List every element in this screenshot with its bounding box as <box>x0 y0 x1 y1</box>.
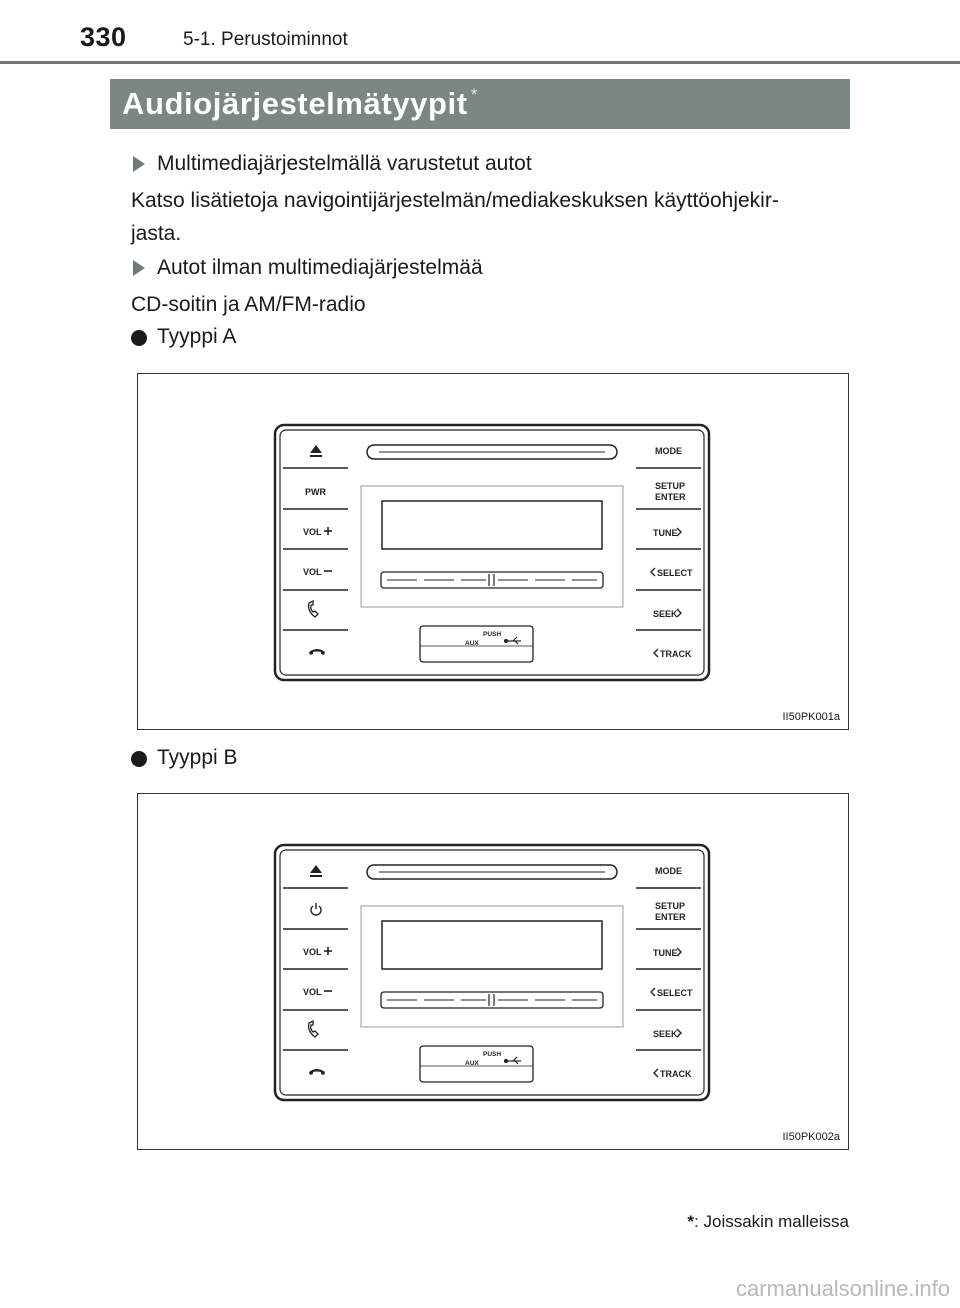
eject-icon <box>310 865 322 877</box>
aux-label: AUX <box>465 640 479 647</box>
circle-bullet-icon <box>131 330 147 346</box>
circle-bullet-icon <box>131 751 147 767</box>
phone-hangup-icon <box>309 649 325 655</box>
paragraph-cd-radio: CD-soitin ja AM/FM-radio <box>131 293 366 316</box>
tune-chevron-icon <box>677 528 681 536</box>
display-bezel <box>361 486 623 607</box>
select-chevron-icon <box>651 988 655 996</box>
section-title-bar <box>110 79 850 129</box>
unit-outer-frame <box>275 425 709 680</box>
vol-plus-label: VOL <box>303 947 322 957</box>
track-label: TRACK <box>660 1069 692 1079</box>
pwr-label: PWR <box>305 487 326 497</box>
track-chevron-icon <box>654 649 658 657</box>
paragraph-line-2: jasta. <box>131 222 182 245</box>
tune-label: TUNE <box>653 528 678 538</box>
figure-code: II50PK001a <box>782 711 840 723</box>
vol-plus-icon <box>324 527 332 535</box>
usb-icon <box>505 637 522 644</box>
mode-label: MODE <box>655 866 682 876</box>
unit-inner-frame <box>280 430 704 675</box>
audio-unit-diagram-a <box>138 374 848 729</box>
footnote-mark: * <box>687 1212 695 1231</box>
tune-label: TUNE <box>653 948 678 958</box>
select-label: SELECT <box>657 568 693 578</box>
enter-label: ENTER <box>655 912 686 922</box>
phone-pickup-icon <box>309 1021 318 1037</box>
phone-pickup-icon <box>309 601 318 617</box>
unit-outer-frame <box>275 845 709 1100</box>
track-label: TRACK <box>660 649 692 659</box>
phone-hangup-icon <box>309 1069 325 1075</box>
watermark: carmanualsonline.info <box>735 1276 950 1301</box>
vol-minus-label: VOL <box>303 987 322 997</box>
vol-plus-icon <box>324 947 332 955</box>
footnote-text: : Joissakin malleissa <box>694 1212 849 1231</box>
select-label: SELECT <box>657 988 693 998</box>
display-bezel <box>361 906 623 1027</box>
paragraph-line-1: Katso lisätietoja navigointijärjestelmän/mediakeskuksen käyttöohjekir- <box>131 189 779 212</box>
footnote <box>687 1212 849 1232</box>
triangle-bullet-icon <box>133 156 145 172</box>
header-rule <box>0 61 960 64</box>
select-chevron-icon <box>651 568 655 576</box>
setup-label: SETUP <box>655 481 686 491</box>
type-a-label: Tyyppi A <box>157 325 237 348</box>
audio-unit-diagram-b <box>138 794 848 1149</box>
push-label: PUSH <box>483 631 502 638</box>
heading-multimedia: Multimediajärjestelmällä varustetut autot <box>157 152 532 175</box>
setup-label: SETUP <box>655 901 686 911</box>
vol-plus-label: VOL <box>303 527 322 537</box>
aux-label: AUX <box>465 1060 479 1067</box>
triangle-bullet-icon <box>133 260 145 276</box>
figure-type-b <box>137 793 849 1150</box>
asterisk-mark: * <box>470 85 478 104</box>
seek-label: SEEK <box>653 1029 678 1039</box>
figure-code: II50PK002a <box>782 1131 840 1143</box>
track-chevron-icon <box>654 1069 658 1077</box>
usb-icon <box>505 1057 522 1064</box>
power-icon <box>311 903 321 915</box>
display-screen <box>382 501 602 549</box>
unit-inner-frame <box>280 850 704 1095</box>
eject-icon <box>310 445 322 457</box>
enter-label: ENTER <box>655 492 686 502</box>
section-title: Audiojärjestelmätyypit <box>122 86 468 121</box>
seek-label: SEEK <box>653 609 678 619</box>
figure-type-a <box>137 373 849 730</box>
seek-chevron-icon <box>677 609 681 617</box>
display-screen <box>382 921 602 969</box>
type-b-label: Tyyppi B <box>157 746 238 769</box>
heading-no-multimedia: Autot ilman multimediajärjestelmää <box>157 256 483 279</box>
seek-chevron-icon <box>677 1029 681 1037</box>
vol-minus-label: VOL <box>303 567 322 577</box>
section-label: 5-1. Perustoiminnot <box>183 29 348 50</box>
page-number: 330 <box>80 22 127 52</box>
push-label: PUSH <box>483 1051 502 1058</box>
tune-chevron-icon <box>677 948 681 956</box>
mode-label: MODE <box>655 446 682 456</box>
